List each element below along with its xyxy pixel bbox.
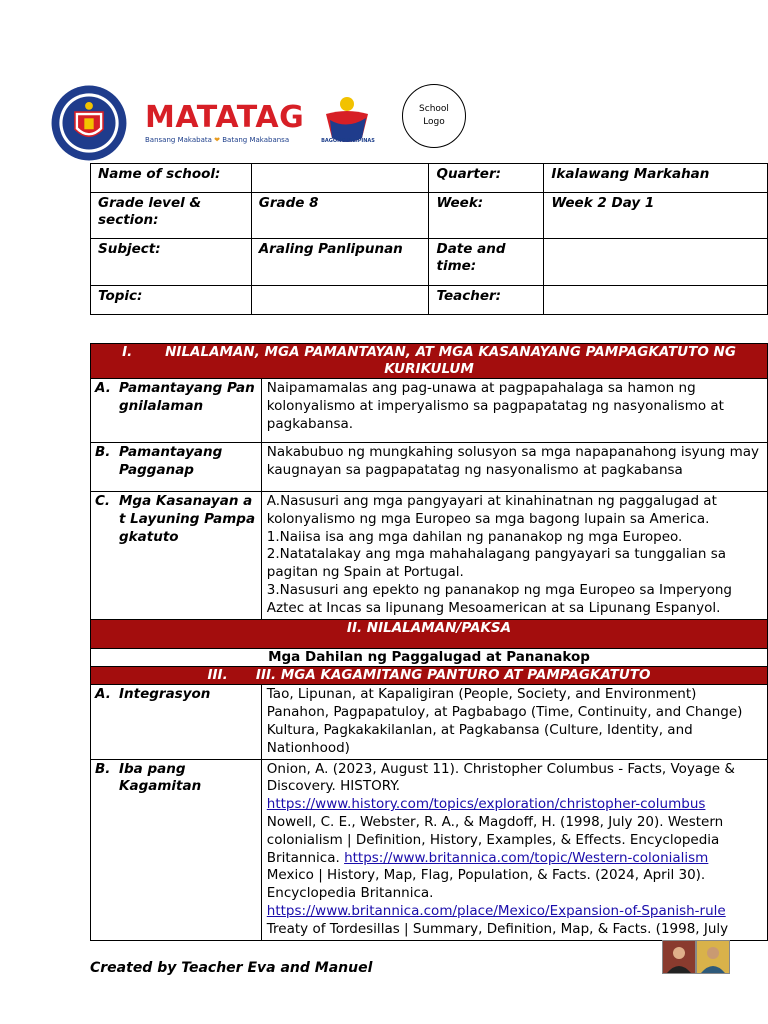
reference-text: Treaty of Tordesillas | Summary, Definition, Map, & Facts. (1998, July <box>266 920 729 937</box>
section-header-cell <box>91 344 768 379</box>
section-title: III. MGA KAGAMITANG PANTURO AT PAMPAGKATUTO <box>255 667 651 684</box>
date-value <box>544 239 768 286</box>
row-label-text: Mga Kasanayan at Layuning Pampagkatuto <box>119 493 256 545</box>
matatag-logo <box>145 102 304 144</box>
objective-line: A.Nasusuri ang mga pangyayari at kinahinatnan ng paggalugad at kolonyalismo ng mga Europeo sa mga bagong lupain sa America. <box>266 493 717 527</box>
integration-line: Tao, Lipunan, at Kapaligiran (People, Society, and Environment) <box>266 686 697 703</box>
teacher-value <box>544 286 768 315</box>
matatag-tagline <box>145 136 304 144</box>
week-label: Week: <box>429 193 544 239</box>
reference-text: Nowell, C. E., Webster, R. A., & Magdoff, H. (1998, July 20). Western colonialism | Definition, History, Examples, & Effects. Encyclopedia Britannica. <box>266 813 724 866</box>
section-number: I. <box>122 344 133 360</box>
school-logo-line2: Logo <box>423 117 445 127</box>
row-label <box>91 685 262 759</box>
row-content <box>261 759 767 940</box>
topic-row <box>91 648 768 667</box>
grade-value: Grade 8 <box>251 193 429 239</box>
table-row <box>91 379 768 443</box>
section-number: III. <box>207 667 228 684</box>
reference-text: Mexico | History, Map, Flag, Population, & Facts. (2024, April 30). Encyclopedia Britannica. <box>266 867 706 902</box>
topic-title: Mga Dahilan ng Paggalugad at Pananakop <box>91 648 768 667</box>
row-letter: B. <box>95 444 111 460</box>
row-label-text: Pamantayang Pangnilalaman <box>119 380 255 414</box>
teacher-photo-icon <box>662 940 696 974</box>
integration-line: Panahon, Pagpapatuloy, at Pagbabago (Time, Continuity, and Change) <box>266 704 743 721</box>
reference-entry <box>267 814 762 867</box>
section-title: II. NILALAMAN/PAKSA <box>91 619 768 648</box>
matatag-tag-left: Bansang Makabata <box>145 136 212 144</box>
row-letter: B. <box>95 760 111 777</box>
topic-value <box>251 286 429 315</box>
row-content <box>261 492 767 620</box>
subject-label: Subject: <box>91 239 252 286</box>
row-label-text: Pamantayang Pagganap <box>119 444 223 478</box>
row-content: Nakabubuo ng mungkahing solusyon sa mga napapanahong isyung may kaugnayan sa pagpapatatag ng nasyonalismo at pagkabansa <box>261 443 767 492</box>
lesson-info-table <box>90 163 768 315</box>
header-logos <box>0 0 768 165</box>
section-title: NILALAMAN, MGA PAMANTAYAN, AT MGA KASANAYANG PAMPAGKATUTO NG KURIKULUM <box>165 344 736 377</box>
section-header <box>91 344 768 379</box>
info-row <box>91 193 768 239</box>
info-row <box>91 164 768 193</box>
table-row <box>91 759 768 940</box>
row-label-text: Integrasyon <box>119 686 211 703</box>
row-label <box>91 759 262 940</box>
row-letter: A. <box>95 380 111 396</box>
school-logo-line1: School <box>419 104 449 114</box>
teacher-photo-icon <box>696 940 730 974</box>
reference-link[interactable]: https://www.britannica.com/place/Mexico/Expansion-of-Spanish-rule <box>266 902 726 919</box>
reference-link[interactable]: https://www.britannica.com/topic/Western-colonialism <box>344 849 709 866</box>
matatag-tag-right: Batang Makabansa <box>222 136 290 144</box>
matatag-wordmark: MATATAG <box>145 100 305 135</box>
row-letter: C. <box>95 493 111 509</box>
week-value: Week 2 Day 1 <box>544 193 768 239</box>
row-label <box>91 379 262 443</box>
table-row <box>91 492 768 620</box>
deped-seal-icon <box>50 84 128 162</box>
footer-credit: Created by Teacher Eva and Manuel <box>90 960 373 976</box>
objective-line: 1.Naiisa isa ang mga dahilan ng pananakop ng mga Europeo. <box>266 528 683 545</box>
info-row <box>91 286 768 315</box>
topic-label: Topic: <box>91 286 252 315</box>
teacher-label: Teacher: <box>429 286 544 315</box>
info-row <box>91 239 768 286</box>
date-label: Date and time: <box>429 239 544 286</box>
table-row <box>91 443 768 492</box>
row-content: Naipamamalas ang pag-unawa at pagpapahalaga sa hamon ng kolonyalismo at imperyalismo sa pagpapatatag ng nasyonalismo at pagkabansa. <box>261 379 767 443</box>
name-of-school-value <box>251 164 429 193</box>
bagong-pilipinas-label: BAGONG PILIPINAS <box>321 138 375 144</box>
objective-line: 2.Natatalakay ang mga mahahalagang pangyayari sa tunggalian sa pagitan ng Spain at Portugal. <box>266 546 727 581</box>
reference-text: Onion, A. (2023, August 11). Christopher Columbus - Facts, Voyage & Discovery. HISTORY. <box>266 760 735 795</box>
name-of-school-label: Name of school: <box>91 164 252 193</box>
grade-label: Grade level & section: <box>91 193 252 239</box>
table-row <box>91 685 768 759</box>
heart-icon: ❤ <box>214 136 220 144</box>
school-logo-placeholder <box>402 84 466 148</box>
row-content <box>261 685 767 759</box>
quarter-label: Quarter: <box>429 164 544 193</box>
quarter-value: Ikalawang Markahan <box>544 164 768 193</box>
reference-link[interactable]: https://www.history.com/topics/exploration/christopher-columbus <box>266 796 706 813</box>
row-label <box>91 492 262 620</box>
section-header <box>91 667 768 685</box>
section-header-cell <box>91 667 768 685</box>
row-label-text: Iba pang Kagamitan <box>119 760 202 795</box>
objective-line: 3.Nasusuri ang epekto ng pananakop ng mga Europeo sa Imperyong Aztec at Incas sa lipunang Mesoamerican at sa Lipunang Espanyol. <box>266 581 732 616</box>
lesson-plan-table <box>90 343 768 941</box>
row-label <box>91 443 262 492</box>
subject-value: Araling Panlipunan <box>251 239 429 286</box>
row-letter: A. <box>95 686 111 703</box>
integration-line: Kultura, Pagkakakilanlan, at Pagkabansa (Culture, Identity, and Nationhood) <box>266 721 693 756</box>
section-header <box>91 619 768 648</box>
